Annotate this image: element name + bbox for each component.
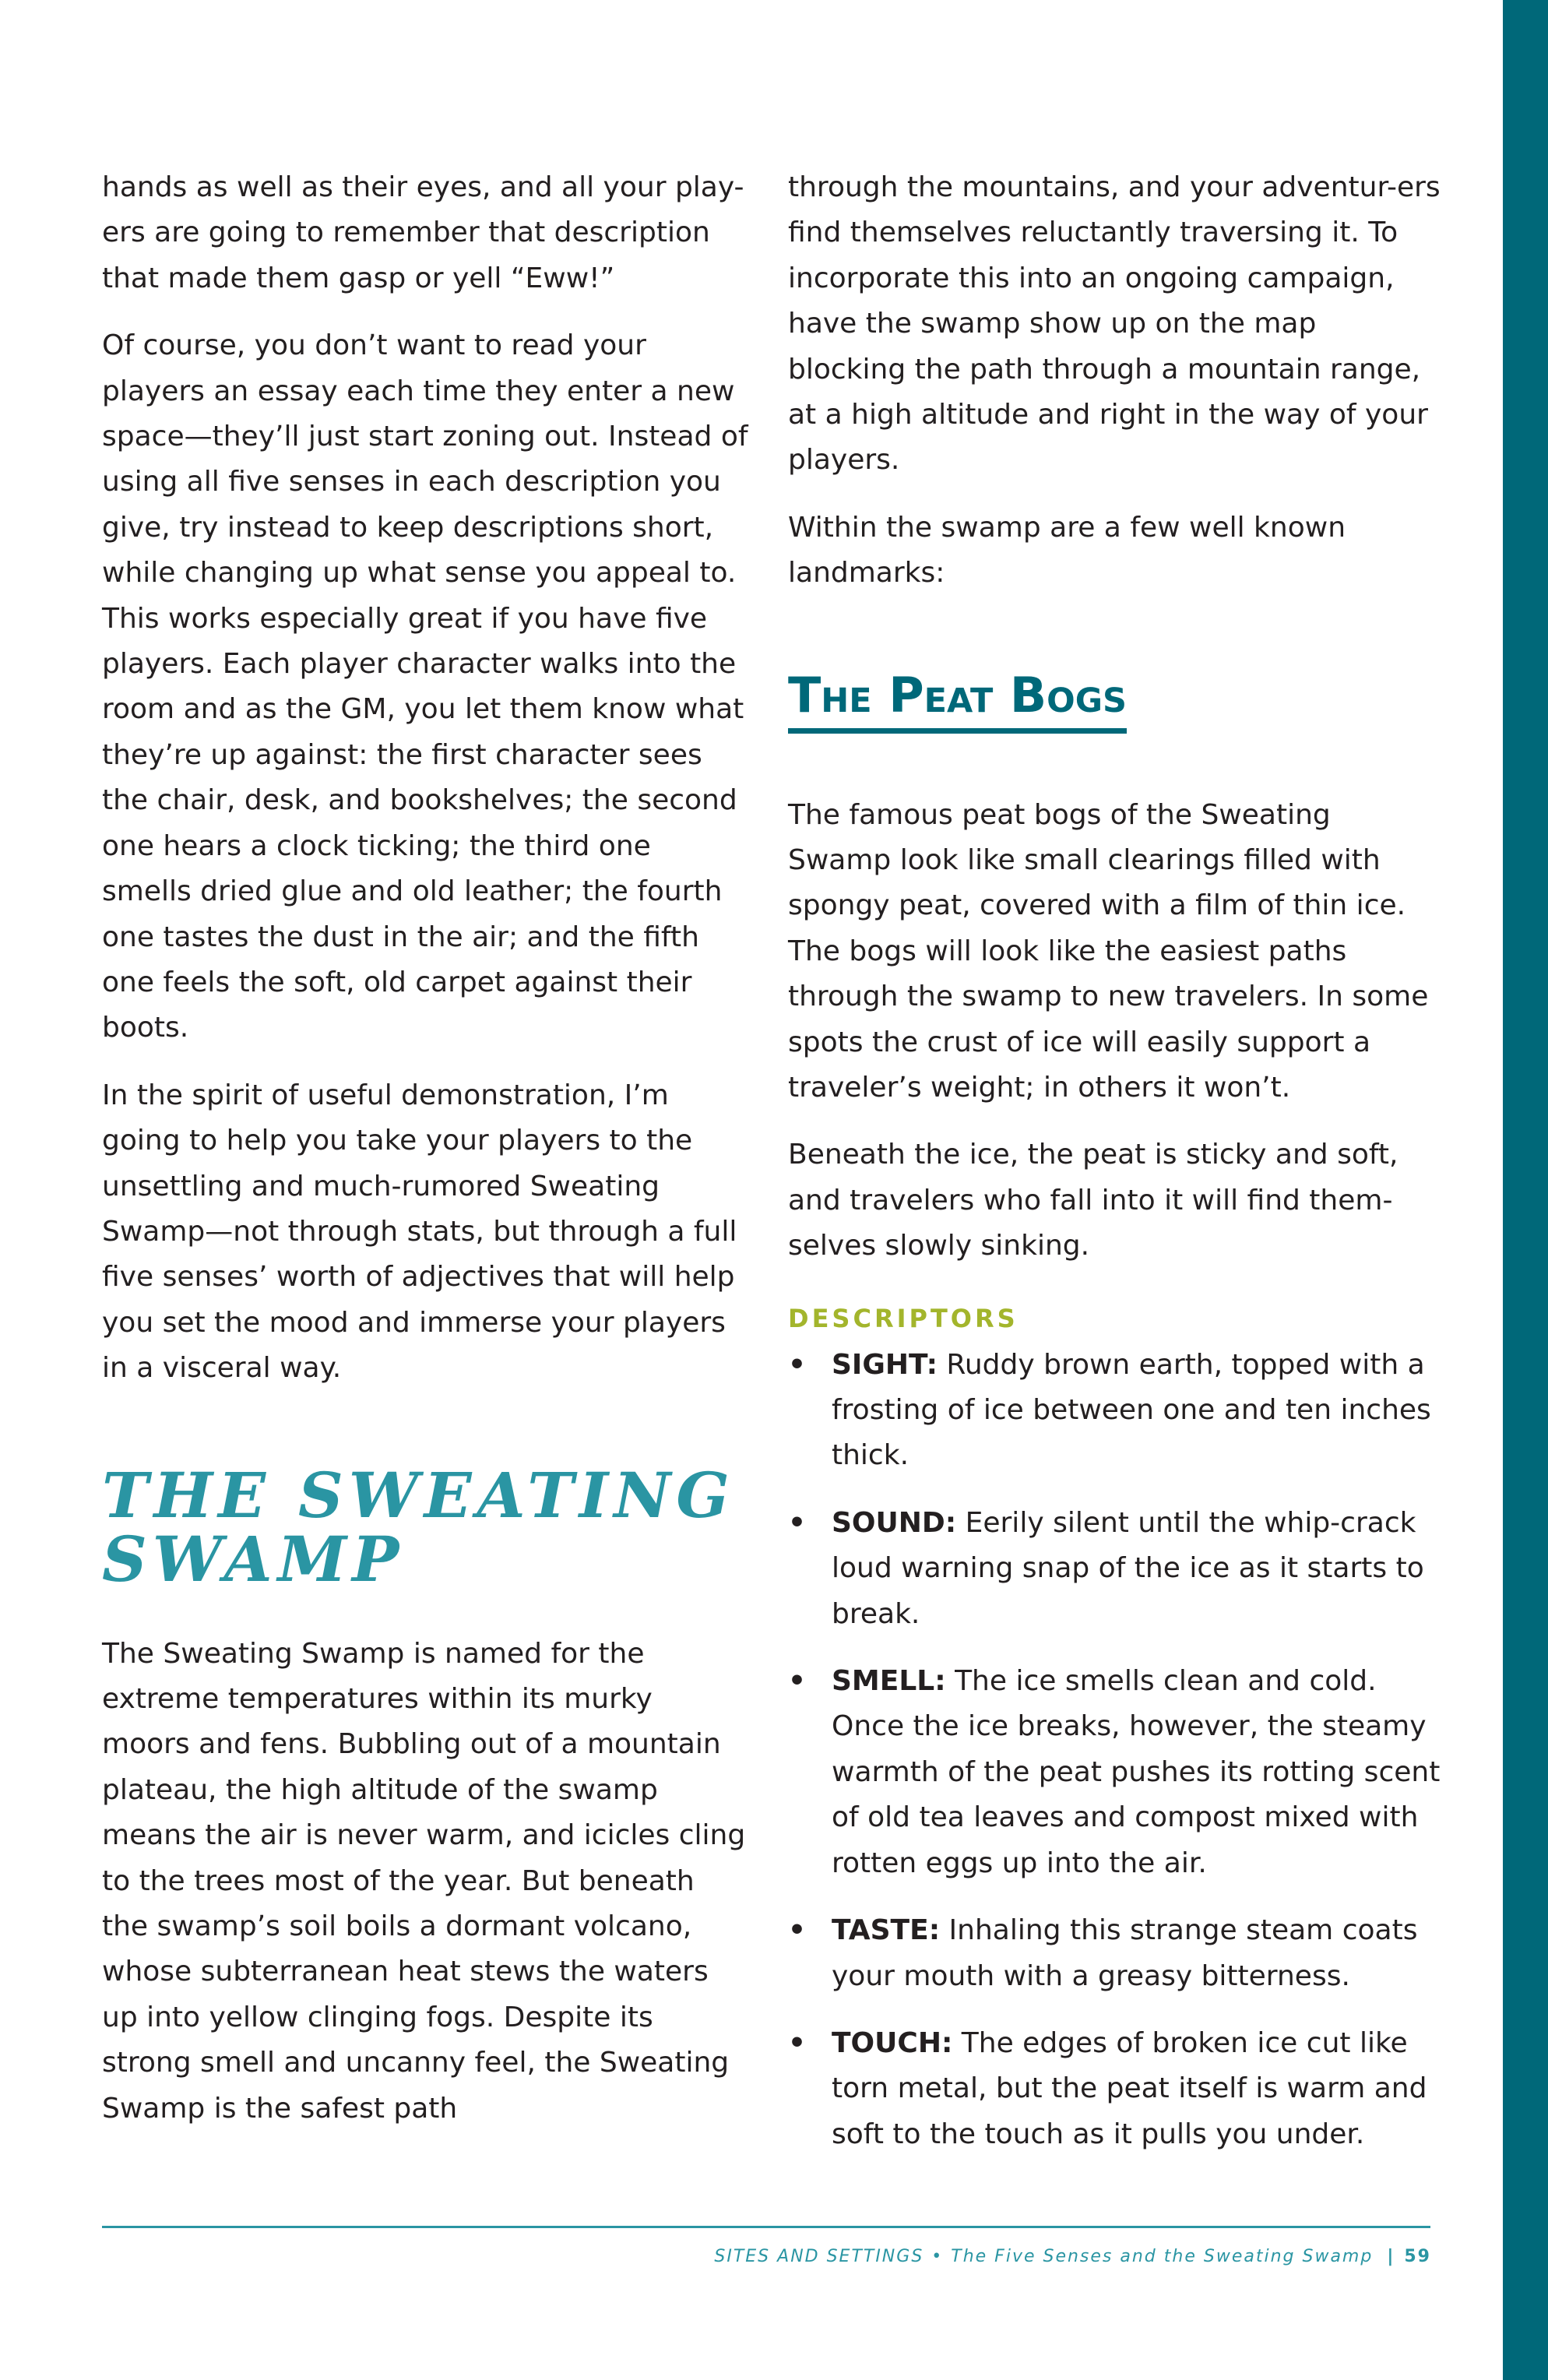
descriptor-text: Inhaling this strange steam coats your mouth with a greasy bitterness. — [832, 1914, 1418, 1992]
footer-section: SITES AND SETTINGS — [714, 2247, 924, 2266]
descriptor-term: TASTE: — [832, 1914, 941, 1947]
body-paragraph: Beneath the ice, the peat is sticky and soft, and travelers who fall into it will find them-selves slowly sinking. — [788, 1139, 1398, 1262]
descriptors-label: DESCRIPTORS — [788, 1303, 1019, 1333]
descriptor-term: TOUCH: — [832, 2026, 953, 2059]
descriptor-text: The ice smells clean and cold. Once the ice breaks, however, the steamy warmth of the peat pushes its rotting scent of old tea leaves and compost mixed with rotten eggs up into the air. — [832, 1665, 1441, 1879]
running-footer — [714, 2247, 1431, 2266]
left-column — [102, 165, 748, 2153]
list-item — [788, 1343, 1442, 1479]
descriptor-term: SOUND: — [832, 1506, 957, 1539]
list-item — [788, 1908, 1442, 1999]
footer-chapter: The Five Senses and the Sweating Swamp — [951, 2247, 1374, 2266]
footer-bar: | — [1387, 2247, 1395, 2266]
bullet-icon: • — [788, 2026, 807, 2059]
page-edge-band — [1503, 0, 1548, 2380]
body-paragraph: The famous peat bogs of the Sweating Swamp look like small clearings filled with spongy peat, covered with a film of thin ice. The bogs will look like the easiest paths through the swamp to new travelers. In some spots the crust of ice will easily support a traveler’s weight; in others it won’t. — [788, 798, 1429, 1104]
bullet-icon: • — [788, 1348, 807, 1381]
body-paragraph: through the mountains, and your adventur-ers find themselves reluctantly traversing it. To incorporate this into an ongoing campaign, have the swamp show up on the map blocking the path through a mountain range, at a high altitude and right in the way of your players. — [788, 171, 1441, 477]
descriptor-list — [788, 1343, 1442, 2158]
descriptor-text: Ruddy brown earth, topped with a frosting of ice between one and ten inches thick. — [832, 1348, 1431, 1472]
body-paragraph: The Sweating Swamp is named for the extreme temperatures within its murky moors and fens. Bubbling out of a mountain plateau, the high altitude of the swamp means the air is never warm, and icicles cling to the trees most of the year. But beneath the swamp’s soil boils a dormant volcano, whose subterranean heat stews the waters up into yellow clinging fogs. Despite its strong smell and uncanny feel, the Sweating Swamp is the safest path — [102, 1637, 746, 2125]
subsection-heading — [788, 628, 1442, 774]
section-title: THE SWEATING SWAMP — [102, 1458, 735, 1596]
descriptor-text: Eerily silent until the whip-crack loud warning snap of the ice as it starts to break. — [832, 1506, 1424, 1630]
body-paragraph: Within the swamp are a few well known landmarks: — [788, 511, 1346, 590]
right-column — [788, 165, 1442, 2179]
list-item — [788, 2021, 1442, 2157]
list-item — [788, 1659, 1442, 1886]
descriptor-term: SMELL: — [832, 1665, 946, 1698]
page-number: 59 — [1404, 2247, 1431, 2266]
footer-separator: • — [931, 2247, 944, 2266]
footer-divider — [102, 2226, 1430, 2228]
body-paragraph: In the spirit of useful demonstration, I’m going to help you take your players to the unsettling and much-rumored Sweating Swamp—not through stats, but through a full five senses’ worth of adjectives that will help you set the mood and immerse your players in a visceral way. — [102, 1079, 737, 1385]
list-item — [788, 1501, 1442, 1637]
body-paragraph: hands as well as their eyes, and all your play-ers are going to remember that description that made them gasp or yell “Eww!” — [102, 171, 744, 294]
descriptor-text: The edges of broken ice cut like torn metal, but the peat itself is warm and soft to the touch as it pulls you under. — [832, 2026, 1427, 2150]
descriptor-term: SIGHT: — [832, 1348, 938, 1381]
subsection-title: The Peat Bogs — [788, 667, 1127, 734]
bullet-icon: • — [788, 1914, 807, 1947]
bullet-icon: • — [788, 1665, 807, 1698]
body-paragraph: Of course, you don’t want to read your players an essay each time they enter a new space—they’ll just start zoning out. Instead of using all five senses in each description you give, try instead to keep descriptions short, while changing up what sense you appeal to. This works especially great if you have five players. Each player character walks into the room and as the GM, you let them know what they’re up against: the first character sees the chair, desk, and bookshelves; the second one hears a clock ticking; the third one smells dried glue and old leather; the fourth one tastes the dust in the air; and the fifth one feels the soft, old carpet against their boots. — [102, 329, 748, 1044]
bullet-icon: • — [788, 1506, 807, 1539]
